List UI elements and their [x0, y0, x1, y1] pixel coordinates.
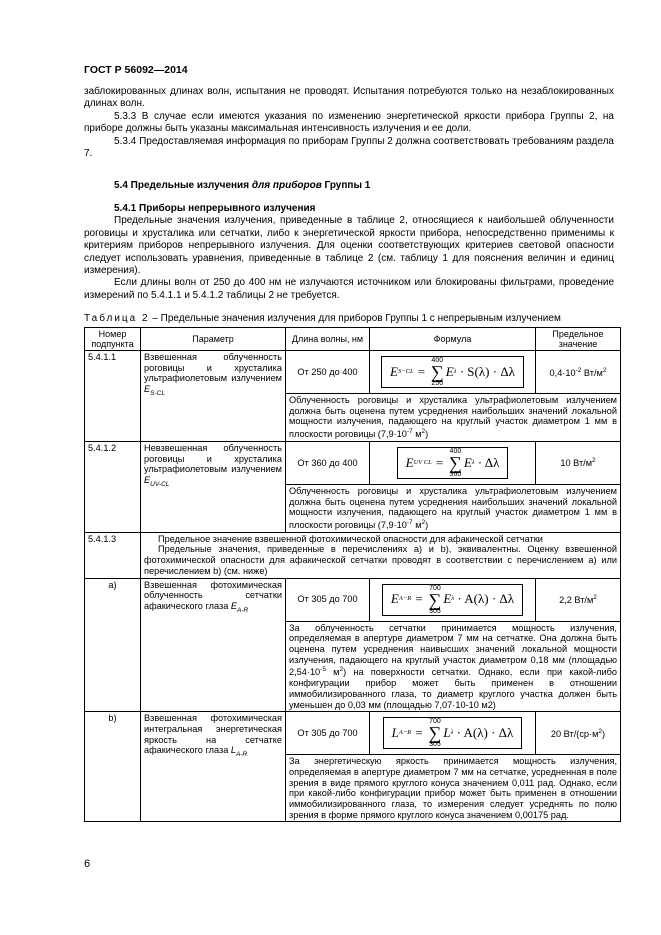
section-heading-part3: Группы 1: [321, 180, 371, 191]
row-limit: 10 $Вт/м^2$: [536, 441, 621, 484]
section-heading-part1: 5.4 Предельные излучения: [114, 180, 252, 191]
page-number: 6: [84, 858, 91, 870]
row-note: Облученность роговицы и хрусталика ультрафиолетовым излучением должна быть оценена путем усреднения наибольших значений локальной мощности излучения, падающего на круглый участок диаметром 1 мм в плоскости роговицы ($7,9\cdot 10^{-7}$ $м^2$): [286, 484, 621, 532]
sum-symbol: 700 ∑ 305: [428, 718, 442, 749]
row-wavelength: От 360 до 400: [286, 441, 370, 484]
header-cell: Длина волны, нм: [286, 328, 370, 351]
row-description-line2: Предельные значения, приведенные в перечислениях а) и b), эквивалентны. Оценку взвешенной фотохимической опасности для афакической сетчатки проводят в соответствии с перечислением а) или перечислением b) (см. ниже): [144, 544, 617, 576]
table-row: [85, 532, 621, 578]
row-number: 5.4.1.1: [85, 351, 141, 442]
sum-symbol: 700 ∑ 305: [428, 584, 442, 615]
paragraph-limits: Предельные значения излучения, приведенные в таблице 2, относящиеся к наибольшей облученности роговицы и хрусталика или сетчатки, либо к энергетической яркости прибора, непосредственно применимы к критериям приборов непрерывного излучения. Для оценки соответствующих критериев световой опасности следует использовать уравнения, приведенные в таблице 2 (см. таблицу 1 для пояснения величин и единиц измерения).: [84, 215, 614, 277]
sum-symbol: 400 ∑ 360: [448, 447, 462, 478]
row-limit: 2,2 $Вт/м^2$: [536, 578, 621, 621]
table-row: [85, 578, 621, 621]
row-note: Облученность роговицы и хрусталика ультрафиолетовым излучением должна быть оценена путем усреднения наибольших значений локальной мощности излучения, падающего на круглый участок диаметром 1 мм в плоскости роговицы ($7,9\cdot 10^{-7}$ $м^2$): [286, 394, 621, 442]
row-note: За энергетическую яркость принимается мощность излучения, определяемая в апертуре диаметром 7 мм на сетчатке, усредненная в поле зрения в виде прямого круглого конуса значением 0,011 рад. Однако, если при какой-либо конфигурации прибор может быть применен в отношении иммобилизированного глаза, то измерения следует усреднять по полю зрения в форме прямого круглого конуса значением 0,00175 рад.: [286, 755, 621, 822]
row-formula: L A−R = 700 ∑ 305 L λ · A(λ) · Δλ: [370, 712, 536, 755]
row-number: 5.4.1.2: [85, 441, 141, 532]
section-5-4-heading: [84, 180, 614, 192]
table-caption: [84, 313, 620, 325]
header-cell: Формула: [370, 328, 536, 351]
paragraph-5-3-3: 5.3.3 В случае если имеются указания по изменению энергетической яркости прибора Группы 2, на приборе должны быть указаны максимальная интенсивность излучения и ее доли.: [84, 110, 614, 135]
row-limit: $0,4\cdot 10^{-2}$ $Вт/м^2$: [536, 351, 621, 394]
row-wavelength: От 305 до 700: [286, 578, 370, 621]
table-row: [85, 441, 621, 484]
row-formula: E A−R = 700 ∑ 305 E λ · A(λ) · Δλ: [370, 578, 536, 621]
row-limit: 20 $Вт/(ср\cdot м^2)$: [536, 712, 621, 755]
text-block-5-4-1: [84, 203, 614, 302]
limits-table: [84, 327, 621, 822]
table-row: [85, 712, 621, 755]
row-number: а): [85, 578, 141, 712]
document-header: ГОСТ Р 56092—2014: [84, 64, 188, 76]
table-caption-text: – Предельные значения излучения для приборов Группы 1 с непрерывным излучением: [149, 313, 561, 324]
row-note: За облученность сетчатки принимается мощность излучения, определяемая в апертуре диаметром 7 мм на сетчатке. Она должна быть оценена путем усреднения наивысших значений локальной мощности излучения, падающего на круглый участок диаметром 0,18 мм (площадью $2,54\cdot 10^{-5}$ $м^2$) на поверхности сетчатки. Однако, если при какой-либо конфигурации прибор может быть применен в отношении иммобилизированного глаза, то диаметр круглого участка должен быть уменьшен до 0,03 мм (площадью 7,07·10-10 м2): [286, 621, 621, 712]
subsection-5-4-1-heading: 5.4.1 Приборы непрерывного излучения: [114, 203, 316, 214]
row-formula: E S−CL = 400 ∑ 250 E λ · S(λ) · Δλ: [370, 351, 536, 394]
paragraph-5-3-4: 5.3.4 Предоставляемая информация по приборам Группы 2 должна соответствовать требованиям раздела 7.: [84, 135, 614, 160]
row-parameter: Взвешенная фотохимическая интегральная энергетическая яркость на сетчатке афакического глаза $L_{A-R}$: [141, 712, 286, 822]
row-parameter: Взвешенная фотохимическая облученность сетчатки афакического глаза $E_{A-R}$: [141, 578, 286, 712]
row-parameter: Взвешенная облученность роговицы и хрусталика ультрафиолетовым излучением $E_{S-CL}$: [141, 351, 286, 442]
text-block-top: [84, 86, 614, 160]
row-wavelength: От 305 до 700: [286, 712, 370, 755]
table-caption-label: Таблица 2: [84, 313, 150, 324]
table-header-row: [85, 328, 621, 351]
header-cell: Параметр: [141, 328, 286, 351]
table-row: [85, 351, 621, 394]
paragraph-wavelengths: Если длины волн от 250 до 400 нм не излучаются источником или блокированы фильтрами, проведение измерений по 5.4.1.1 и 5.4.1.2 таблицы 2 не требуется.: [84, 277, 614, 301]
row-number: b): [85, 712, 141, 822]
header-cell: Предельное значение: [536, 328, 621, 351]
row-parameter: Невзвешенная облученность роговицы и хрусталика ультрафиолетовым излучением $E_{UV-CL}$: [141, 441, 286, 532]
row-formula: E UV CL = 400 ∑ 360 E λ · Δλ: [370, 441, 536, 484]
section-heading-part2: для приборов: [251, 180, 322, 191]
row-description: [141, 532, 621, 578]
row-number: 5.4.1.3: [85, 532, 141, 578]
row-description-line1: Предельное значение взвешенной фотохимической опасности для афакической сетчатки: [158, 533, 543, 544]
paragraph-continuation: заблокированных длинах волн, испытания не проводят. Испытания потребуются только на незаблокированных длинах волн.: [84, 86, 614, 110]
header-cell: Номер подпункта: [85, 328, 141, 351]
sum-symbol: 400 ∑ 250: [430, 357, 444, 387]
row-wavelength: От 250 до 400: [286, 351, 370, 394]
